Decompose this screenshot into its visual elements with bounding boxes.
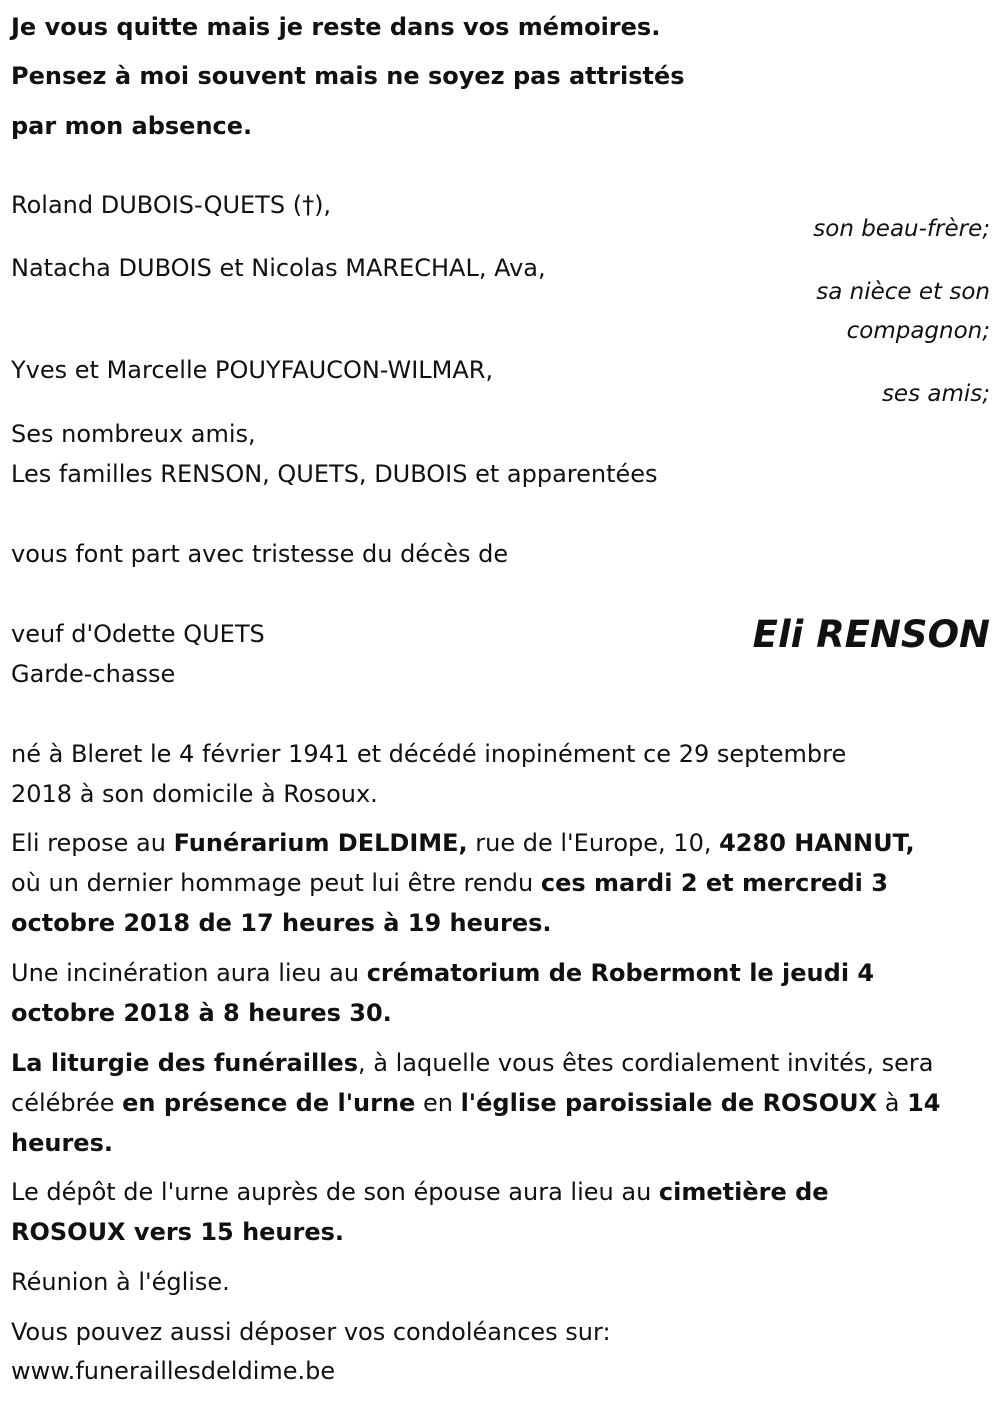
deceased-widower: veuf d'Odette QUETS [11,620,265,648]
family-friends: Ses nombreux amis, [11,420,256,448]
family-natacha: Natacha DUBOIS et Nicolas MARECHAL, Ava, [11,254,546,282]
family-families: Les familles RENSON, QUETS, DUBOIS et apparentées [11,460,658,488]
liturgy-line-3: heures. [11,1129,113,1157]
relation-natacha-2: compagnon; [846,318,990,344]
relation-roland: son beau-frère; [813,216,990,242]
deceased-job: Garde-chasse [11,660,176,688]
rest-line-3: octobre 2018 de 17 heures à 19 heures. [11,909,552,937]
funerarium-city: 4280 HANNUT, [719,829,915,857]
urn-line-1: Le dépôt de l'urne auprès de son épouse aura lieu au cimetière de [11,1178,829,1206]
family-roland: Roland DUBOIS-QUETS (†), [11,191,332,219]
condolences-website-link[interactable]: www.funeraillesdeldime.be [11,1357,336,1385]
funerarium-name: Funérarium DELDIME, [173,829,468,857]
rest-line-2: où un dernier hommage peut lui être rendu ces mardi 2 et mercredi 3 [11,869,888,897]
announcement: vous font part avec tristesse du décès de [11,540,509,568]
relation-natacha-1: sa nièce et son [816,279,990,305]
family-yves: Yves et Marcelle POUYFAUCON-WILMAR, [11,356,494,384]
condolences-line: Vous pouvez aussi déposer vos condoléances sur: [11,1318,611,1346]
cremation-line-1: Une incinération aura lieu au crématorium de Robermont le jeudi 4 [11,959,875,987]
urn-line-2: ROSOUX vers 15 heures. [11,1218,345,1246]
cremation-line-2: octobre 2018 à 8 heures 30. [11,999,392,1027]
birth-line-1: né à Bleret le 4 février 1941 et décédé inopinément ce 29 septembre [11,740,847,768]
liturgy-line-1: La liturgie des funérailles, à laquelle vous êtes cordialement invités, sera [11,1049,934,1077]
rest-line-1: Eli repose au Funérarium DELDIME, rue de l'Europe, 10, 4280 HANNUT, [11,829,915,857]
birth-line-2: 2018 à son domicile à Rosoux. [11,780,378,808]
deceased-name: Eli RENSON [752,613,990,656]
quote-line-3: par mon absence. [11,112,253,140]
reunion: Réunion à l'église. [11,1268,230,1296]
relation-yves: ses amis; [881,381,990,407]
liturgy-line-2: célébrée en présence de l'urne en l'église paroissiale de ROSOUX à 14 [11,1089,941,1117]
quote-line-1: Je vous quitte mais je reste dans vos mémoires. [11,13,661,41]
quote-line-2: Pensez à moi souvent mais ne soyez pas attristés [11,62,685,90]
